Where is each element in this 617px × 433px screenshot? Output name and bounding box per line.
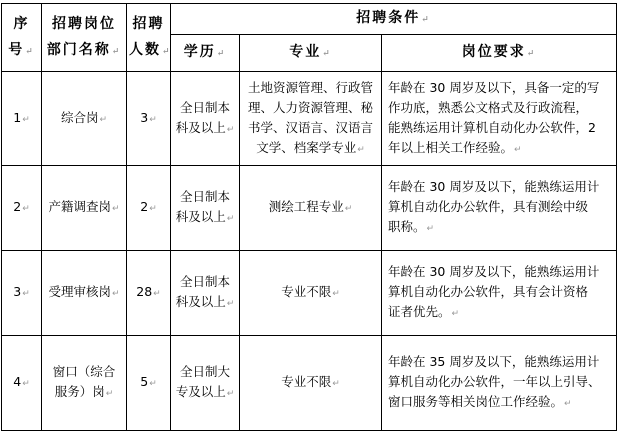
cell-requirements <box>382 336 617 431</box>
cell-education <box>171 166 240 251</box>
cell-position <box>42 166 127 251</box>
cell-major-line: 土地资源管理、行政管 <box>247 79 373 95</box>
cell-education-line: 全日制大 <box>179 364 230 379</box>
cell-education-line: 专及以上 ↵ <box>173 382 237 404</box>
table-row <box>2 251 617 336</box>
cell-index: 2 ↵ <box>2 166 42 251</box>
cell-requirements-line: 窗口服务等相关岗位工作经验。 ↵ <box>388 392 610 414</box>
recruitment-table <box>1 3 617 431</box>
cell-major-line: 专业不限 ↵ <box>242 282 379 304</box>
cell-education-line: 全日制本 <box>179 274 230 289</box>
cell-position <box>42 72 127 166</box>
cell-major <box>240 251 382 336</box>
header-position: 招聘岗位 部门名称 ↵ <box>42 4 127 72</box>
cell-major-line: 测绘工程专业 ↵ <box>242 197 379 219</box>
cell-major-line: 书学、汉语言、汉语言 <box>247 119 373 135</box>
cell-education <box>171 72 240 166</box>
cell-position-line: 受理审核岗 ↵ <box>44 282 124 304</box>
table-row <box>2 336 617 431</box>
cell-count: 2 ↵ <box>127 166 171 251</box>
cell-requirements-line: 年龄在 30 周岁及以下，能熟练运用计 <box>388 179 600 194</box>
cell-position <box>42 251 127 336</box>
cell-major <box>240 336 382 431</box>
cell-major <box>240 166 382 251</box>
cell-position-line: 服务）岗 ↵ <box>44 382 124 404</box>
cell-major-line: 文学、档案学专业 ↵ <box>242 138 379 160</box>
cell-major <box>240 72 382 166</box>
header-requirements: 岗位要求 ↵ <box>382 35 617 72</box>
cell-position-line: 产籍调查岗 ↵ <box>44 197 124 219</box>
cell-count: 28 ↵ <box>127 251 171 336</box>
table-row <box>2 166 617 251</box>
cell-index: 1 ↵ <box>2 72 42 166</box>
cell-education-line: 全日制本 <box>179 99 230 115</box>
cell-index: 4 ↵ <box>2 336 42 431</box>
cell-requirements-line: 能熟练运用计算机自动化办公软件，2 <box>388 119 596 135</box>
cell-requirements <box>382 72 617 166</box>
cell-major-line: 理、人力资源管理、秘 <box>247 99 373 115</box>
cell-education-line: 科及以上 ↵ <box>173 118 237 140</box>
cell-count: 3 ↵ <box>127 72 171 166</box>
cell-requirements <box>382 166 617 251</box>
cell-requirements-line: 年龄在 35 周岁及以下，能熟练运用计 <box>388 354 600 369</box>
cell-education <box>171 251 240 336</box>
cell-position-line: 综合岗 ↵ <box>44 108 124 130</box>
cell-requirements-line: 算机自动化办公软件，具有会计资格 <box>388 284 589 299</box>
cell-count: 5 ↵ <box>127 336 171 431</box>
cell-requirements-line: 年以上相关工作经验。 ↵ <box>388 138 610 160</box>
cell-requirements-line: 作功底，熟悉公文格式及行政流程， <box>388 99 589 115</box>
cell-position-line: 窗口（综合 <box>52 364 116 379</box>
cell-education <box>171 336 240 431</box>
cell-education-line: 科及以上 ↵ <box>173 292 237 314</box>
cell-education-line: 全日制本 <box>179 189 230 204</box>
cell-requirements-line: 证者优先。 ↵ <box>388 302 610 324</box>
header-conditions: 招聘条件 ↵ <box>171 4 617 35</box>
cell-major-line: 专业不限 ↵ <box>242 372 379 394</box>
cell-position <box>42 336 127 431</box>
header-major: 专业 ↵ <box>240 35 382 72</box>
cell-requirements-line: 职称。 ↵ <box>388 217 610 239</box>
cell-requirements <box>382 251 617 336</box>
header-education: 学历 ↵ <box>171 35 240 72</box>
cell-requirements-line: 算机自动化办公软件，一年以上引导、 <box>388 374 601 389</box>
table-row <box>2 72 617 166</box>
cell-requirements-line: 算机自动化办公软件，具有测绘中级 <box>388 199 589 214</box>
cell-requirements-line: 年龄在 30 周岁及以下，能熟练运用计 <box>388 264 600 279</box>
header-index: 序 号 ↵ <box>2 4 42 72</box>
cell-index: 3 ↵ <box>2 251 42 336</box>
header-count: 招聘 人数 ↵ <box>127 4 171 72</box>
cell-requirements-line: 年龄在 30 周岁及以下，具备一定的写 <box>388 79 600 95</box>
cell-education-line: 科及以上 ↵ <box>173 207 237 229</box>
